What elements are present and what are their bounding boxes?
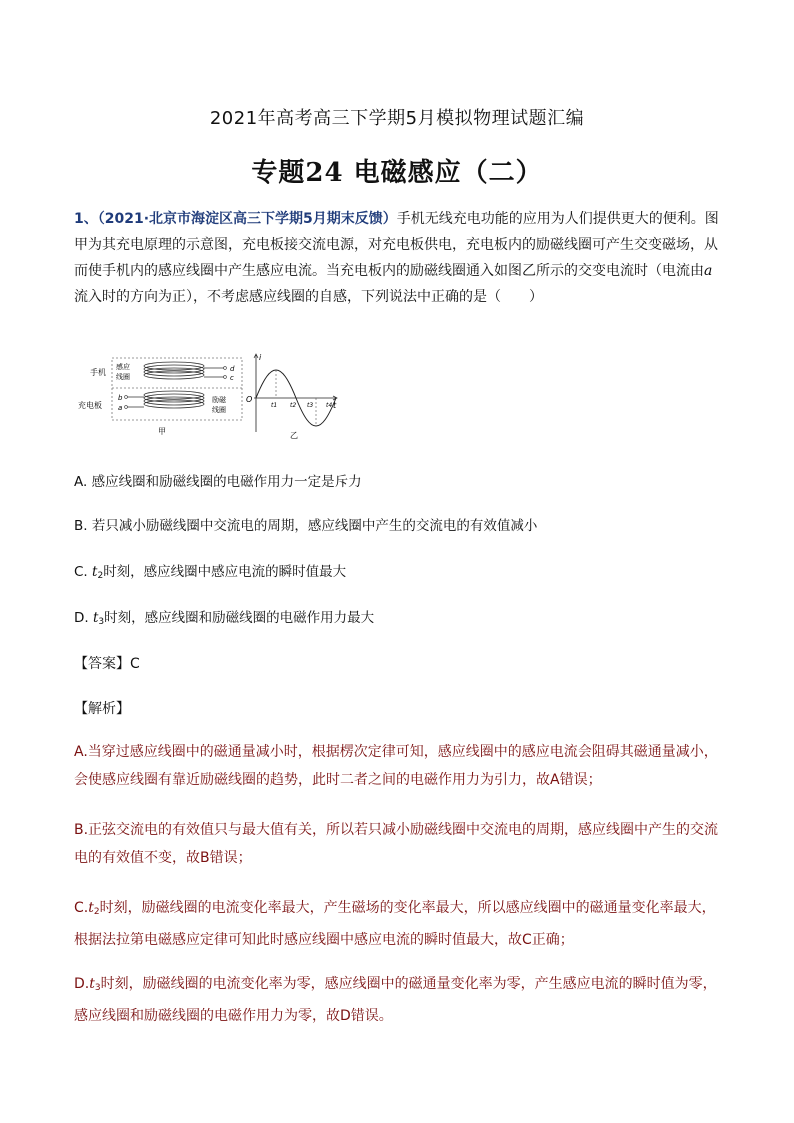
axis-label-i: i [259, 353, 262, 362]
label-excitation-coil-1: 励磁 [212, 396, 226, 404]
caption-jia: 甲 [158, 427, 166, 436]
analysis-a: A.当穿过感应线圈中的磁通量减小时，根据楞次定律可知，感应线圈中的感应电流会阻碍其磁通量减小，会使感应线圈有靠近励磁线圈的趋势，此时二者之间的电磁作用力为引力，故A错误； [74, 744, 718, 788]
question-stem-part-2: 流入时的方向为正），不考虑感应线圈的自感，下列说法中正确的是（ ） [74, 289, 543, 305]
analysis-d-prefix: D. [74, 976, 90, 992]
analysis-d-text: 时刻，励磁线圈的电流变化率为零，感应线圈中的磁通量变化率为零，产生感应电流的瞬时值为零，感应线圈和励磁线圈的电磁作用力为零，故D错误。 [74, 976, 717, 1024]
option-b: B. 若只减小励磁线圈中交流电的周期，感应线圈中产生的交流电的有效值减小 [74, 518, 538, 534]
label-phone: 手机 [90, 368, 106, 377]
label-induction-coil-2: 线圈 [116, 373, 130, 381]
answer-value: C [130, 656, 140, 672]
question-1 [74, 206, 724, 310]
option-d-prefix: D. [74, 610, 93, 626]
label-excitation-coil-2: 线圈 [212, 406, 226, 414]
induction-coil [144, 362, 204, 379]
question-stem-variable: a [704, 263, 713, 279]
tick-t2: t2 [290, 402, 297, 409]
tick-t4: t4 [326, 402, 333, 409]
figure-jia [78, 358, 242, 436]
option-c [74, 562, 714, 586]
analysis-d-variable: t [89, 976, 95, 992]
axis-label-t: t [333, 401, 337, 410]
analysis-c-subscript: 2 [93, 907, 100, 917]
caption-yi: 乙 [290, 431, 298, 440]
analysis-c-text: 时刻，励磁线圈的电流变化率最大，产生磁场的变化率最大，所以感应线圈中的磁通量变化率最大，根据法拉第电磁感应定律可知此时感应线圈中感应电流的瞬时值最大，故C正确； [74, 900, 716, 948]
option-d [74, 608, 714, 632]
answer [74, 653, 140, 673]
label-charging-board: 充电板 [78, 401, 102, 410]
question-stem-part-1: 手机无线充电功能的应用为人们提供更大的便利。图甲为其充电原理的示意图，充电板接交流电源，对充电板供电，充电板内的励磁线圈可产生交变磁场，从而使手机内的感应线圈中产生感应电流。当充电板内的励磁线圈通入如图乙所示的交变电流时（电流由 [74, 211, 719, 279]
terminal-c: c [230, 374, 234, 382]
option-d-text: 时刻，感应线圈和励磁线圈的电磁作用力最大 [104, 610, 375, 626]
option-d-variable: t [92, 610, 99, 626]
option-c-text: 时刻，感应线圈中感应电流的瞬时值最大 [103, 564, 347, 580]
analysis-c-prefix: C. [74, 900, 89, 916]
excitation-coil [144, 391, 204, 408]
document-heading: 2021年高考高三下学期5月模拟物理试题汇编 [209, 108, 585, 129]
tick-t3: t3 [307, 402, 314, 409]
analysis-d [74, 970, 724, 1030]
answer-label: 【答案】 [74, 656, 130, 672]
terminal-d: d [230, 365, 235, 373]
analysis-c-variable: t [88, 900, 94, 916]
question-source: （2021·北京市海淀区高三下学期5月期末反馈） [97, 211, 397, 227]
document-title: 专题24 电磁感应（二） [251, 158, 543, 188]
option-c-prefix: C. [74, 564, 93, 580]
option-d-subscript: 3 [98, 617, 105, 627]
question-figure [74, 350, 344, 442]
option-a: A. 感应线圈和励磁线圈的电磁作用力一定是斥力 [74, 474, 362, 490]
origin-label: O [246, 395, 253, 404]
terminal-a: a [118, 404, 123, 412]
label-induction-coil-1: 感应 [116, 363, 130, 371]
analysis-b: B.正弦交流电的有效值只与最大值有关，所以若只减小励磁线圈中交流电的周期，感应线圈中产生的交流电的有效值不变，故B错误； [74, 822, 719, 866]
option-c-variable: t [92, 564, 98, 580]
analysis-label: 【解析】 [74, 701, 130, 717]
figure-yi [246, 353, 337, 440]
tick-t1: t1 [271, 402, 278, 409]
question-number: 1、 [74, 211, 98, 227]
analysis-d-subscript: 3 [94, 983, 101, 993]
terminal-b: b [118, 394, 123, 402]
option-c-subscript: 2 [97, 571, 104, 581]
analysis-c [74, 894, 724, 954]
